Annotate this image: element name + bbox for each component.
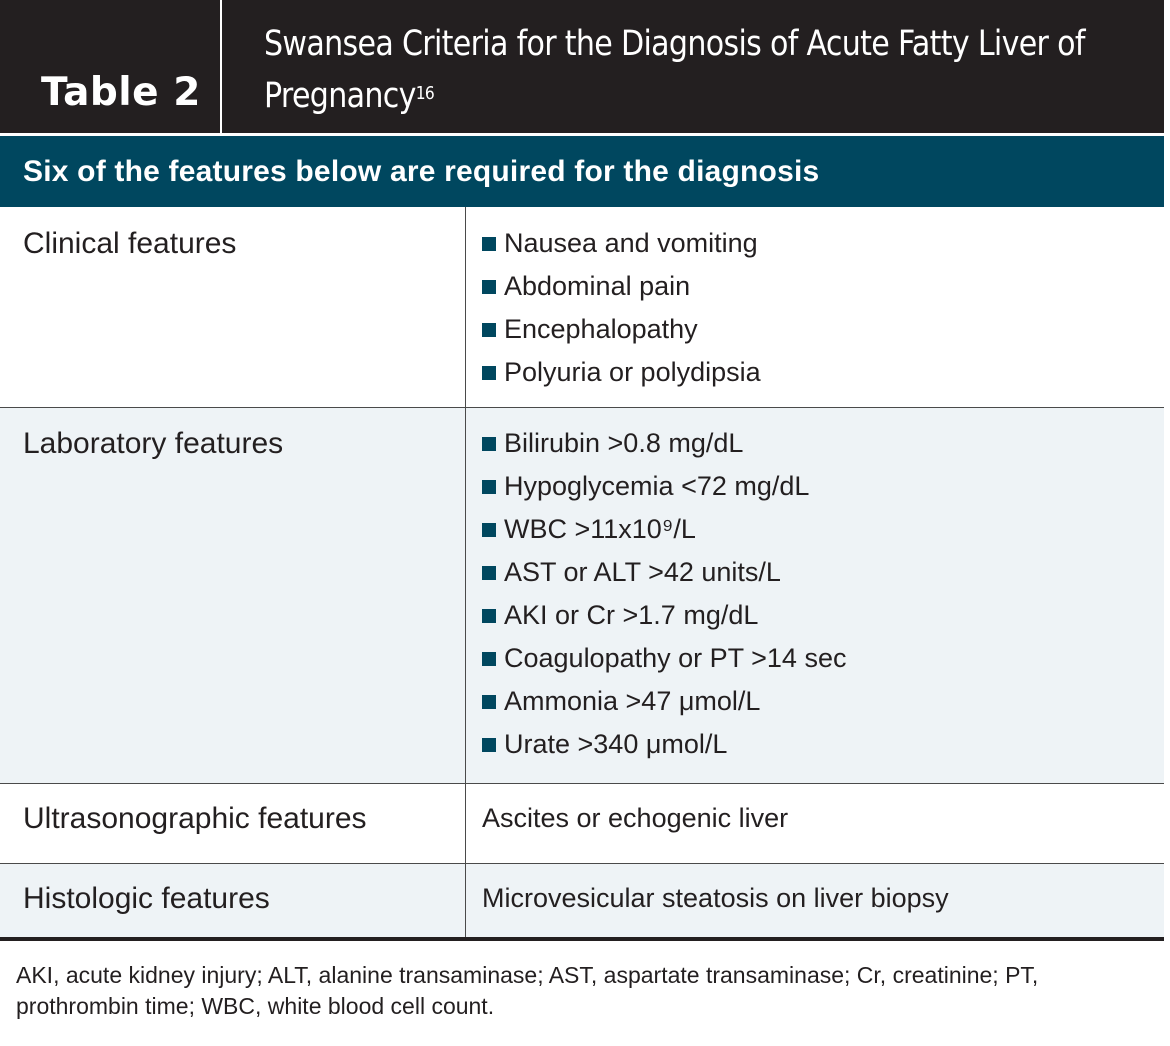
- table-title-text: Swansea Criteria for the Diagnosis of Acute Fatty Liver of Pregnancy: [264, 24, 1085, 116]
- feature-list: [482, 427, 846, 771]
- table-header: [0, 0, 1164, 133]
- list-item: Polyuria or polydipsia: [482, 356, 761, 399]
- list-item: Hypoglycemia <72 mg/dL: [482, 470, 846, 513]
- square-bullet-icon: [482, 323, 496, 337]
- table-bottom-rule: [0, 937, 1164, 941]
- square-bullet-icon: [482, 609, 496, 623]
- feature-list: [482, 227, 761, 399]
- square-bullet-icon: [482, 437, 496, 451]
- list-item: Bilirubin >0.8 mg/dL: [482, 427, 846, 470]
- list-item: Ammonia >47 μmol/L: [482, 685, 846, 728]
- square-bullet-icon: [482, 280, 496, 294]
- table-row-ultrasonographic: [0, 784, 1164, 863]
- square-bullet-icon: [482, 738, 496, 752]
- square-bullet-icon: [482, 237, 496, 251]
- list-item: Encephalopathy: [482, 313, 761, 356]
- list-item: Nausea and vomiting: [482, 227, 761, 270]
- square-bullet-icon: [482, 480, 496, 494]
- table-footnote: AKI, acute kidney injury; ALT, alanine transaminase; AST, aspartate transaminase; Cr, creatinine; PT, prothrombin time; WBC, white blood cell count.: [16, 962, 1039, 1019]
- category-label: Laboratory features: [23, 427, 284, 460]
- list-item: AST or ALT >42 units/L: [482, 556, 846, 599]
- list-item: WBC >11x10⁹/L: [482, 513, 846, 556]
- table-number-cell: [0, 0, 222, 133]
- square-bullet-icon: [482, 566, 496, 580]
- table-row-clinical: [0, 208, 1164, 407]
- feature-text: Microvesicular steatosis on liver biopsy: [482, 883, 949, 913]
- column-divider: [465, 207, 466, 938]
- square-bullet-icon: [482, 652, 496, 666]
- list-item: Urate >340 μmol/L: [482, 728, 846, 771]
- square-bullet-icon: [482, 366, 496, 380]
- list-item: AKI or Cr >1.7 mg/dL: [482, 599, 846, 642]
- table-title: [264, 18, 1150, 122]
- category-label: Histologic features: [23, 882, 270, 915]
- square-bullet-icon: [482, 695, 496, 709]
- table-row-histologic: [0, 864, 1164, 938]
- list-item: Abdominal pain: [482, 270, 761, 313]
- title-reference: 16: [415, 83, 435, 104]
- category-label: Ultrasonographic features: [23, 802, 367, 835]
- requirement-text: Six of the features below are required for the diagnosis: [23, 155, 820, 188]
- table-row-laboratory: [0, 408, 1164, 783]
- feature-text: Ascites or echogenic liver: [482, 803, 789, 833]
- category-label: Clinical features: [23, 227, 237, 260]
- square-bullet-icon: [482, 523, 496, 537]
- list-item: Coagulopathy or PT >14 sec: [482, 642, 846, 685]
- requirement-banner: [0, 136, 1164, 207]
- table-number: Table 2: [41, 70, 201, 115]
